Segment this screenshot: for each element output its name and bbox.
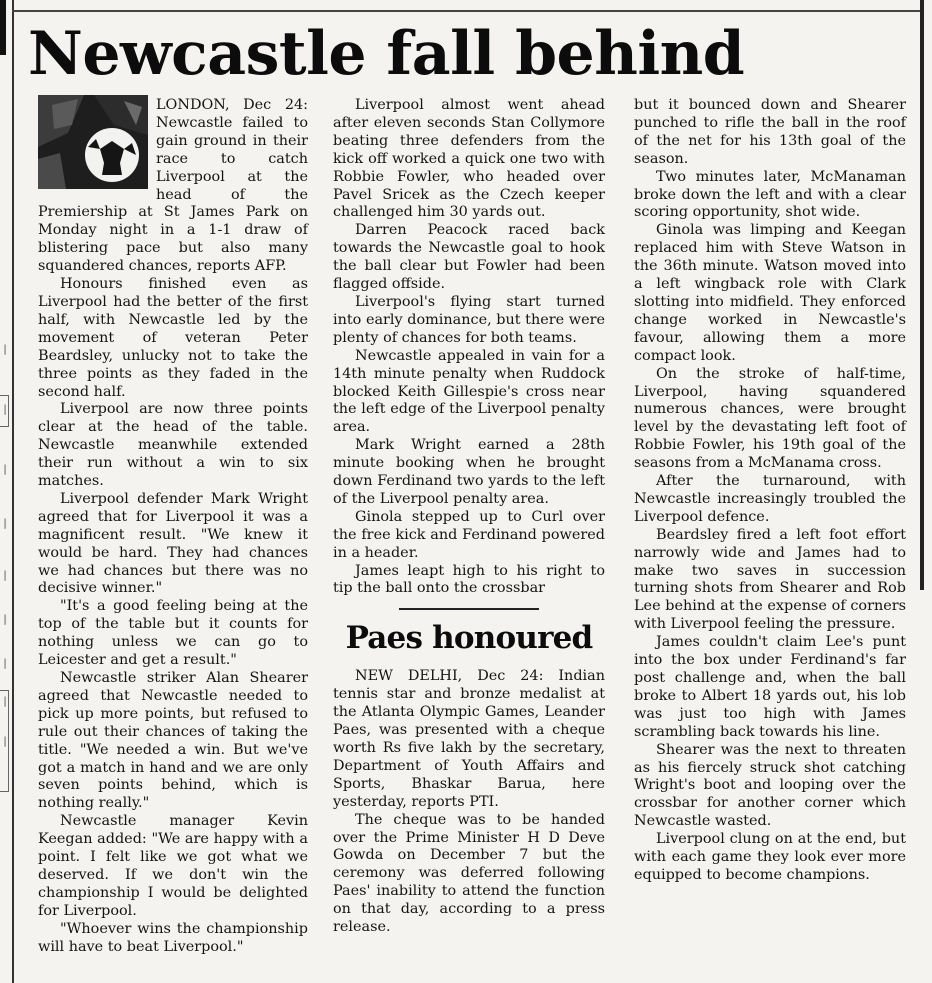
article-paragraph: After the turnaround, with Newcastle increasingly troubled the Liverpool defence. [634, 473, 906, 525]
article-paragraph: Liverpool's flying start turned into early dominance, but there were plenty of chances for both teams. [333, 293, 605, 346]
page-edge-block [0, 0, 6, 55]
article-paragraph: Liverpool almost went ahead after eleven seconds Stan Collymore beating three defenders from the kick off worked a quick one two with Robbie Fowler, who headed over Pavel Sricek as the Czech keeper challenged him 30 yards out. [333, 97, 605, 221]
article-paragraph: Beardsley fired a left foot effort narrowly wide and James had to make two saves in succession turning shots from Shearer and Rob Lee behind at the expense of corners with Liverpool feeling the pressure. [634, 526, 906, 633]
edge-mark: | [3, 696, 7, 707]
article-dateline: LONDON, Dec 24: [156, 97, 308, 113]
edge-mark: | [3, 570, 7, 581]
brief-paragraph: Indian tennis star and bronze medalist at the Atlanta Olympic Games, Leander Paes, was presented with a cheque worth Rs five lakh by the secretary, Department of Youth Affairs and Sports, Bhaskar Barua, here yesterday, reports PTI. [333, 668, 605, 810]
article-headline: Newcastle fall behind [28, 19, 745, 89]
article-paragraph: Honours finished even as Liverpool had the better of the first half, with Newcastle led by the movement of veteran Peter Beardsley, unlucky not to take the three points as they faded in the second half. [38, 276, 308, 400]
brief-dateline: NEW DELHI, Dec 24: [355, 668, 544, 685]
article-paragraph: Liverpool clung on at the end, but with each game they look ever more equipped to become champions. [634, 831, 906, 883]
article-paragraph: Ginola stepped up to Curl over the free kick and Ferdinand powered in a header. [333, 508, 605, 561]
article-paragraph: Liverpool defender Mark Wright agreed that for Liverpool it was a magnificent result. "We knew it would be hard. They had chances we had chances but there was no decisive winner." [38, 490, 308, 597]
edge-box [0, 395, 9, 427]
article-paragraph: Mark Wright earned a 28th minute booking when he brought down Ferdinand two yards to the left of the Liverpool penalty area. [333, 437, 605, 507]
brief-divider [399, 608, 539, 610]
edge-mark: | [3, 736, 7, 747]
edge-mark: | [3, 518, 7, 529]
brief-headline: Paes honoured [345, 620, 593, 657]
article-column-1 [38, 97, 308, 957]
top-rule [12, 0, 920, 12]
edge-mark: | [3, 614, 7, 625]
edge-mark: | [3, 344, 7, 355]
brief-paragraph: The cheque was to be handed over the Prime Minister H D Deve Gowda on December 7 but the ceremony was deferred following Paes' inability to attend the function on that day, according to a press release. [333, 811, 605, 936]
article-paragraph: Newcastle manager Kevin Keegan added: "We are happy with a point. I felt like we got what we deserved. If we don't win the championship I would be delighted for Liverpool. [38, 813, 308, 919]
article-column-2 [333, 97, 605, 937]
article-paragraph: James couldn't claim Lee's punt into the box under Ferdinand's far post challenge and, when the ball broke to Albert 18 yards out, his lob was just too high with James scrambling back towards his line. [634, 634, 906, 740]
edge-mark: | [3, 464, 7, 475]
article-paragraph: Newcastle failed to gain ground in their race to catch Liverpool at the head of the Premiership at St James Park on Monday night in a 1-1 draw of blistering pace but also many squandered chances, reports AFP. [38, 114, 308, 275]
article-column-3 [634, 97, 906, 885]
column-rule-left [12, 0, 14, 983]
edge-mark: | [3, 658, 7, 669]
article-paragraph: Newcastle striker Alan Shearer agreed that Newcastle needed to pick up more points, but refused to rule out their chances of taking the title. "We needed a win. But we've got a match in hand and we are only seven points behind, which is nothing really." [38, 670, 308, 812]
football-photo-icon [38, 95, 148, 189]
article-paragraph: Liverpool are now three points clear at the head of the table. Newcastle meanwhile extended their run without a win to six matches. [38, 401, 308, 490]
edge-mark: | [3, 404, 7, 415]
article-paragraph: James leapt high to his right to tip the ball onto the crossbar [333, 562, 605, 597]
article-paragraph: "It's a good feeling being at the top of the table but it counts for nothing unless we can go to Leicester and get a result." [38, 598, 308, 669]
article-paragraph: "Whoever wins the championship will have to beat Liverpool." [38, 920, 308, 955]
article-paragraph: Two minutes later, McManaman broke down the left and with a clear scoring opportunity, shot wide. [634, 168, 906, 221]
article-paragraph: On the stroke of half-time, Liverpool, having squandered numerous chances, were brought level by the devastating left foot of Robbie Fowler, his 19th goal of the seasons from a McManama cross. [634, 365, 906, 472]
article-paragraph: Ginola was limping and Keegan replaced him with Steve Watson in the 36th minute. Watson moved into a left wingback role with Clark slotting into midfield. They enforced change worked in Newcastle's favour, allowing them a more compact look. [634, 222, 906, 364]
article-paragraph: Shearer was the next to threaten as his fiercely struck shot catching Wright's boot and looping over the crossbar for another corner which Newcastle wasted. [634, 741, 906, 830]
article-paragraph: but it bounced down and Shearer punched to rifle the ball in the roof of the net for his 13th goal of the season. [634, 97, 906, 167]
column-rule-right [920, 0, 924, 590]
edge-box [0, 690, 9, 792]
article-paragraph: Darren Peacock raced back towards the Newcastle goal to hook the ball clear but Fowler had been flagged offside. [333, 222, 605, 293]
article-paragraph: Newcastle appealed in vain for a 14th minute penalty when Ruddock blocked Keith Gillespie's cross near the left edge of the Liverpool penalty area. [333, 347, 605, 436]
